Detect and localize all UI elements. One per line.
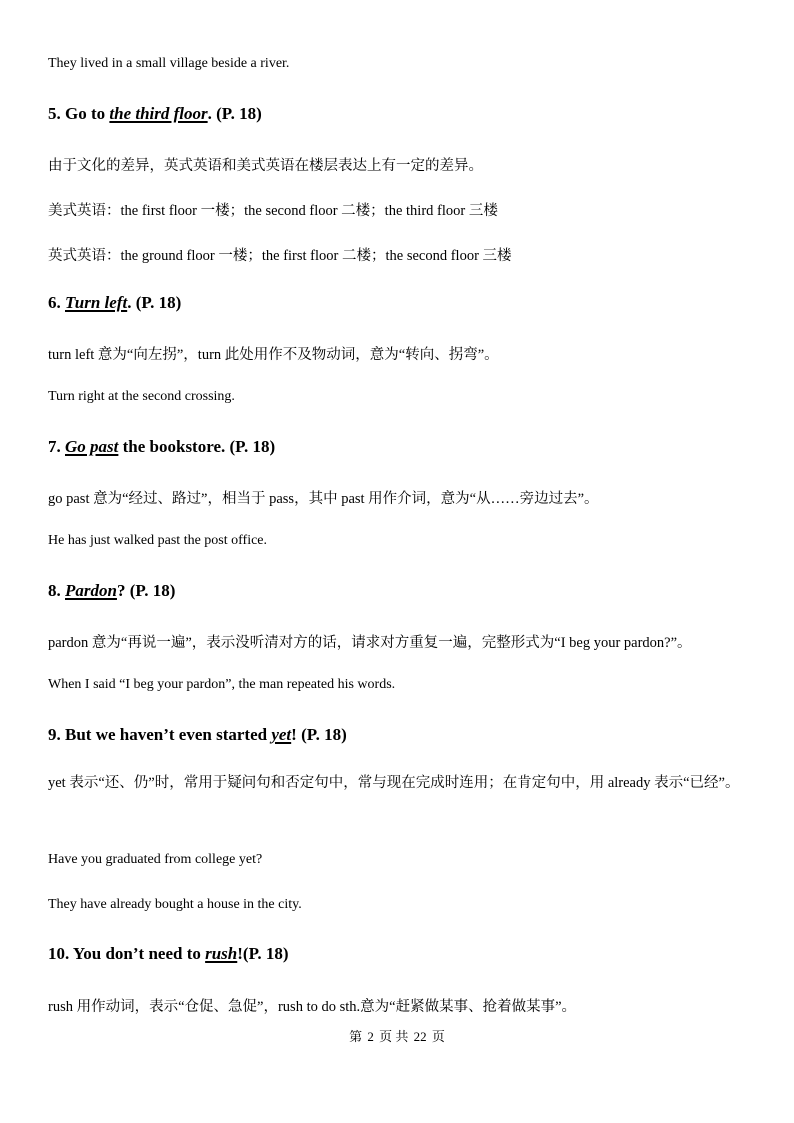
heading-keyword: yet [271, 725, 292, 744]
footer-suffix: 页 [431, 1029, 445, 1044]
section-heading-7 [48, 437, 754, 457]
heading-keyword: rush [205, 944, 238, 963]
page-footer [0, 1026, 794, 1045]
heading-suffix: ! (P. 18) [291, 725, 347, 744]
heading-prefix: 10. You don’t need to [48, 944, 206, 963]
footer-total-pages: 22 [413, 1029, 427, 1044]
section-heading-10 [48, 944, 754, 964]
heading-suffix: the bookstore. (P. 18) [118, 437, 276, 456]
explanation-text: go past 意为“经过、路过”，相当于 pass，其中 past 用作介词，意为“从……旁边过去”。 [48, 491, 599, 507]
section-heading-8 [48, 581, 754, 601]
section-heading-6 [48, 293, 754, 313]
heading-suffix: . (P. 18) [127, 293, 182, 312]
section-heading-9 [48, 725, 754, 745]
heading-keyword: Turn left [65, 293, 128, 312]
example-sentence: They lived in a small village beside a river. [48, 56, 290, 71]
heading-prefix: 7. [48, 437, 65, 456]
heading-suffix: . (P. 18) [207, 104, 262, 123]
explanation-text: pardon 意为“再说一遍”，表示没听清对方的话，请求对方重复一遍，完整形式为“I beg your pardon?”。 [48, 635, 692, 651]
explanation-text: turn left 意为“向左拐”，turn 此处用作不及物动词，意为“转向、拐弯”。 [48, 347, 499, 363]
heading-suffix: ? (P. 18) [116, 581, 176, 600]
heading-prefix: 5. Go to [48, 104, 110, 123]
explanation-text: 由于文化的差异，英式英语和美式英语在楼层表达上有一定的差异。 [48, 158, 483, 174]
heading-suffix: !(P. 18) [237, 944, 289, 963]
example-sentence: He has just walked past the post office. [48, 533, 268, 548]
section-heading-5 [48, 104, 754, 124]
heading-prefix: 6. [48, 293, 65, 312]
example-sentence: They have already bought a house in the city. [48, 897, 302, 912]
example-sentence: When I said “I beg your pardon”, the man repeated his words. [48, 677, 396, 692]
explanation-text: rush 用作动词，表示“仓促、急促”，rush to do sth.意为“赶紧做某事、抢着做某事”。 [48, 999, 577, 1015]
heading-keyword: Pardon [65, 581, 117, 600]
example-sentence: Have you graduated from college yet? [48, 852, 263, 867]
footer-page-number: 2 [367, 1029, 374, 1044]
footer-prefix: 第 [349, 1029, 363, 1044]
heading-prefix: 9. But we haven’t even started [48, 725, 272, 744]
explanation-text: yet 表示“还、仍”时，常用于疑问句和否定句中，常与现在完成时连用；在肯定句中，用 already 表示“已经”。 [48, 775, 740, 791]
explanation-text: 美式英语：the first floor 一楼；the second floor 二楼；the third floor 三楼 [48, 203, 498, 219]
example-sentence: Turn right at the second crossing. [48, 389, 235, 404]
heading-prefix: 8. [48, 581, 65, 600]
footer-middle: 页 共 [379, 1029, 409, 1044]
heading-keyword: Go past [65, 437, 119, 456]
explanation-text: 英式英语：the ground floor 一楼；the first floor 二楼；the second floor 三楼 [48, 248, 512, 264]
heading-keyword: the third floor [109, 104, 208, 123]
